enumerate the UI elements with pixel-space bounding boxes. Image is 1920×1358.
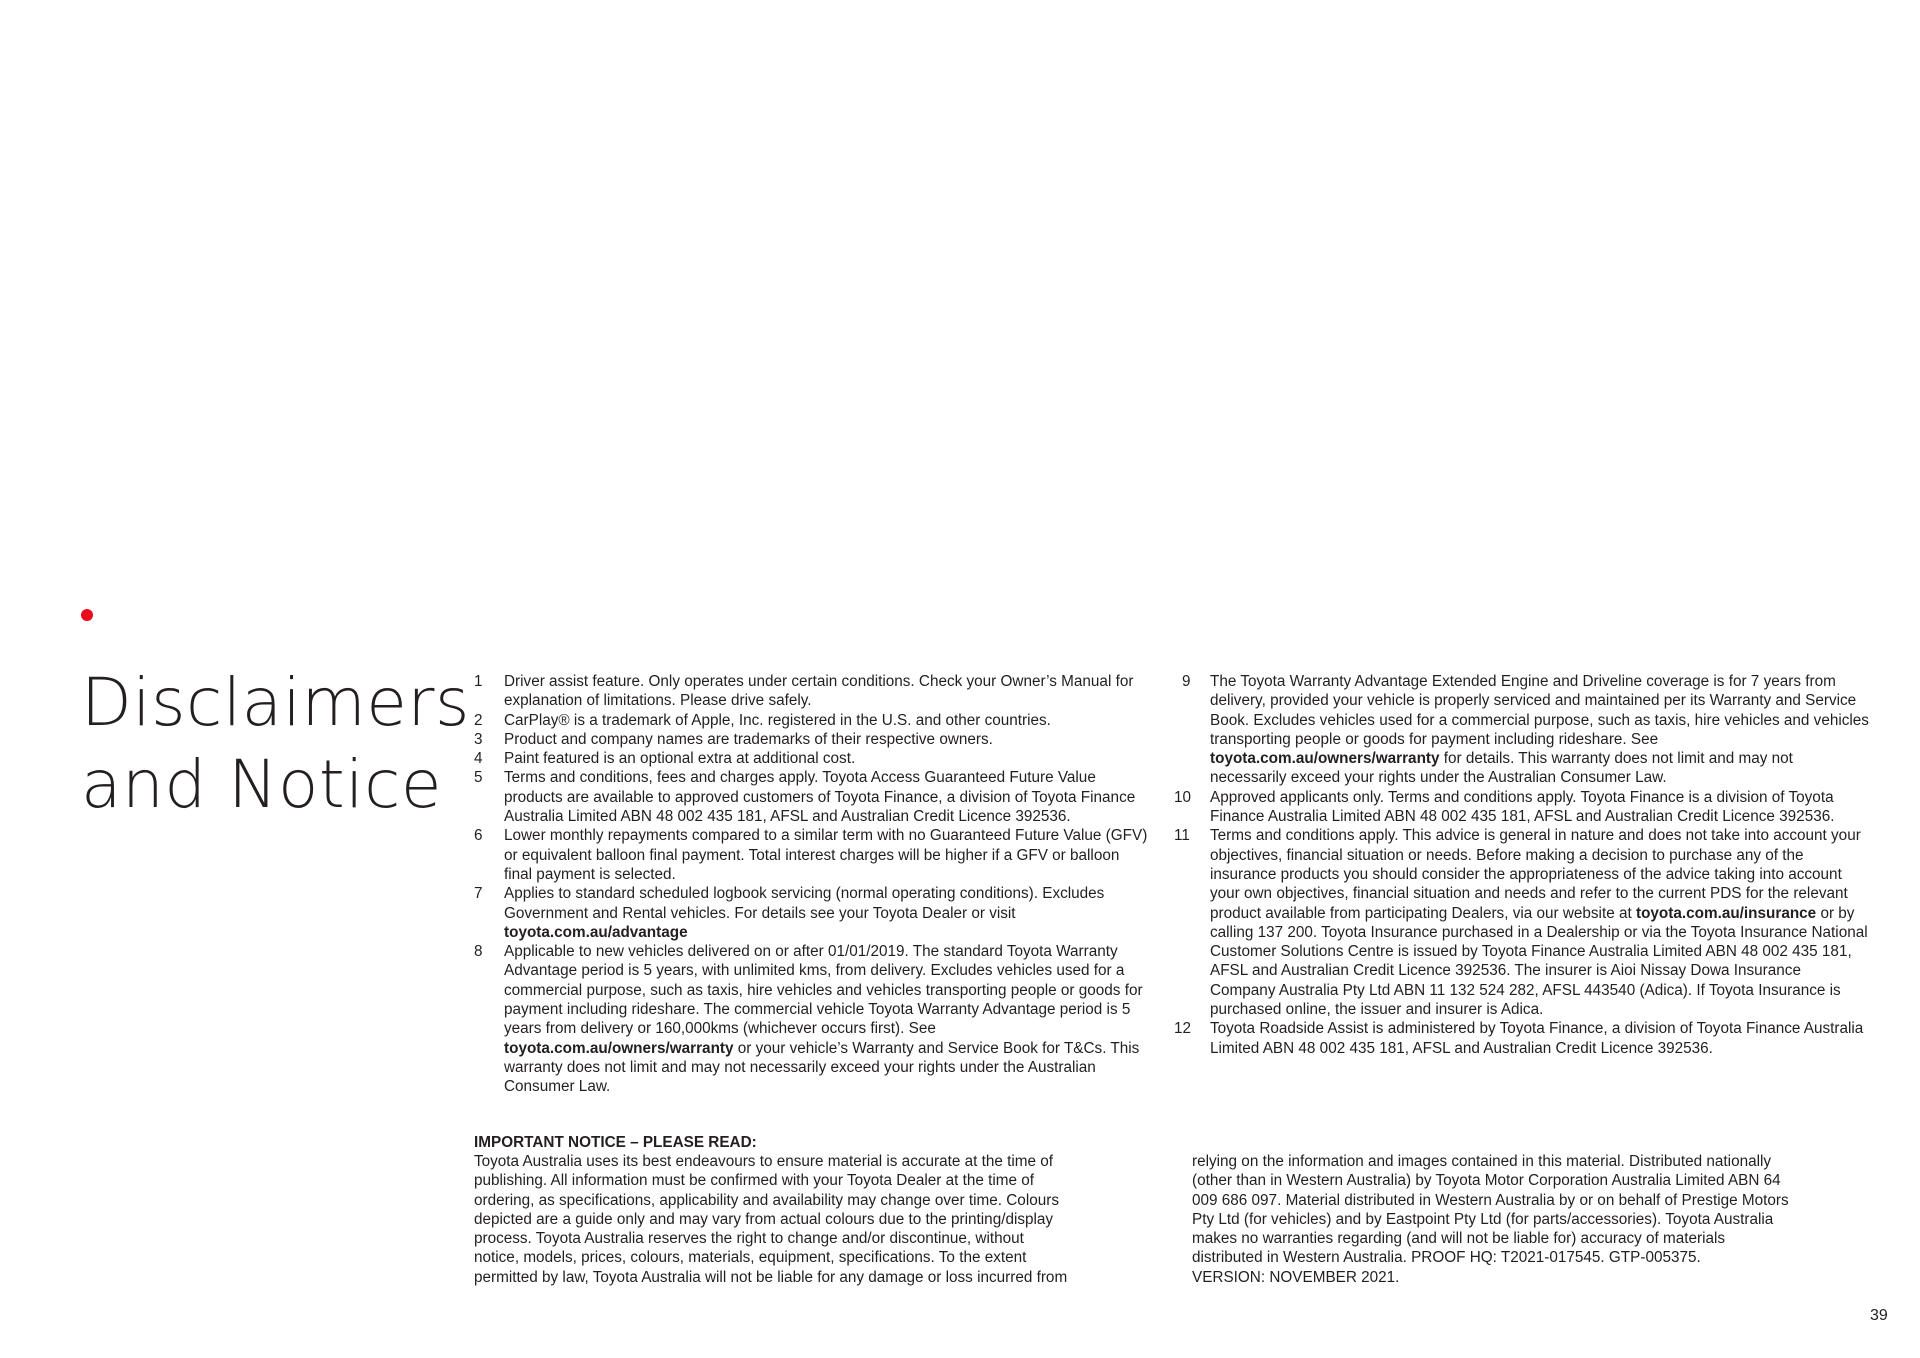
footnote-item bbox=[1174, 1019, 1870, 1058]
footnote-text: Terms and conditions apply. This advice is general in nature and does not take into account your objectives, financial situation or needs. Before making a decision to purchase any of the insurance products you should consider the appropriateness of the advice taking into account your own objectives, financial situation and needs and refer to the current PDS for the relevant product available from participating Dealers, via our website at bbox=[1210, 827, 1861, 922]
important-notice-heading: IMPORTANT NOTICE – PLEASE READ: bbox=[474, 1134, 757, 1151]
footnote-text: or your vehicle’s Warranty and Service Book for T&Cs. This warranty does not limit and may not necessarily exceed your rights under the Australian Consumer Law. bbox=[504, 1039, 1140, 1096]
footnote-number: 10 bbox=[1174, 788, 1192, 806]
accent-dot bbox=[81, 609, 93, 621]
footnote-number: 6 bbox=[474, 827, 483, 845]
footnote-text: Paint featured is an optional extra at additional cost. bbox=[504, 750, 856, 768]
footnote-text: The Toyota Warranty Advantage Extended Engine and Driveline coverage is for 7 years from delivery, provided your vehicle is properly serviced and maintained per its Warranty and Service Book. Excludes vehicles used for a commercial purpose, such as taxis, hire vehicles and vehicles transporting people or goods for payment including rideshare. See bbox=[1210, 673, 1869, 748]
important-notice-text-left: Toyota Australia uses its best endeavours to ensure material is accurate at the time of publishing. All information must be confirmed with your Toyota Dealer at the time of ordering, as specifications, applicability and availability may change over time. Colours depicted are a guide only and may vary from actual colours due to the printing/display process. Toyota Australia reserves the right to change and/or discontinue, without notice, models, prices, colours, materials, equipment, specifications. To the extent permitted by law, Toyota Australia will not be liable for any damage or loss incurred from bbox=[474, 1153, 1068, 1286]
footnote-item bbox=[474, 768, 1149, 826]
footnote-item bbox=[474, 884, 1149, 942]
footnote-link-text: toyota.com.au/advantage bbox=[504, 923, 688, 941]
page-title-line-2: and Notice bbox=[81, 746, 443, 823]
footnote-text: Terms and conditions, fees and charges apply. Toyota Access Guaranteed Future Value products are available to approved customers of Toyota Finance, a division of Toyota Finance Australia Limited ABN 48 002 435 181, AFSL and Australian Credit Licence 392536. bbox=[504, 769, 1136, 826]
footnote-number: 12 bbox=[1174, 1020, 1192, 1038]
footnote-number: 7 bbox=[474, 885, 483, 903]
footnote-item bbox=[1174, 826, 1870, 1019]
page-number: 39 bbox=[1870, 1307, 1888, 1324]
footnote-number: 3 bbox=[474, 730, 483, 748]
footnote-number: 11 bbox=[1174, 827, 1190, 845]
footnote-text: Lower monthly repayments compared to a similar term with no Guaranteed Future Value (GFV) or equivalent balloon final payment. Total interest charges will be higher if a GFV or balloon final payment is selected. bbox=[504, 827, 1148, 883]
footnote-number: 8 bbox=[474, 943, 483, 961]
footnote-text: Driver assist feature. Only operates under certain conditions. Check your Owner’s Manual for explanation of limitations. Please drive safely. bbox=[504, 673, 1134, 710]
footnote-item bbox=[474, 730, 1149, 749]
page-title bbox=[81, 662, 470, 826]
important-notice-text-right: relying on the information and images contained in this material. Distributed nationally (other than in Western Australia) by Toyota Motor Corporation Australia Limited ABN 64 009 686 097. Material distributed in Western Australia by or on behalf of Prestige Motors Pty Ltd (for vehicles) and by Eastpoint Pty Ltd (for parts/accessories). Toyota Australia makes no warranties regarding (and will not be liable for) accuracy of materials distributed in Western Australia. PROOF HQ: T2021-017545. GTP-005375. VERSION: NOVEMBER 2021. bbox=[1192, 1153, 1789, 1286]
footnote-item bbox=[474, 749, 1149, 768]
footnotes-left-column bbox=[474, 672, 1149, 1097]
footnote-text: Toyota Roadside Assist is administered by Toyota Finance, a division of Toyota Finance Australia Limited ABN 48 002 435 181, AFSL and Australian Credit Licence 392536. bbox=[1210, 1020, 1864, 1057]
footnote-text: Approved applicants only. Terms and conditions apply. Toyota Finance is a division of Toyota Finance Australia Limited ABN 48 002 435 181, AFSL and Australian Credit Licence 392536. bbox=[1210, 788, 1835, 826]
footnote-item bbox=[1174, 788, 1870, 827]
footnotes-right-column bbox=[1174, 672, 1870, 1058]
footnote-text: Applies to standard scheduled logbook servicing (normal operating conditions). Excludes Government and Rental vehicles. For details see your Toyota Dealer or visit bbox=[504, 885, 1105, 922]
footnote-link-text: toyota.com.au/insurance bbox=[1635, 904, 1817, 922]
footnote-text: or by calling 137 200. Toyota Insurance purchased in a Dealership or via the Toyota Insurance National Customer Solutions Centre is issued by Toyota Finance Australia Limited ABN 48 002 435 181, AFSL and Australian Credit Licence 392536. The insurer is Aioi Nissay Dowa Insurance Company Australia Pty Ltd ABN 11 132 524 282, AFSL 443540 (Adica). If Toyota Insurance is purchased online, the issuer and insurer is Adica. bbox=[1210, 904, 1868, 1019]
footnote-text: for details. This warranty does not limit and may not necessarily exceed your rights under the Australian Consumer Law. bbox=[1210, 750, 1793, 787]
footnote-link-text: toyota.com.au/owners/warranty bbox=[504, 1039, 734, 1057]
footnote-text: Applicable to new vehicles delivered on or after 01/01/2019. The standard Toyota Warranty Advantage period is 5 years, with unlimited kms, from delivery. Excludes vehicles used for a commercial purpose, such as taxis, hire vehicles and vehicles transporting people or goods for payment including rideshare. The commercial vehicle Toyota Warranty Advantage period is 5 years from delivery or 160,000kms (whichever occurs first). See bbox=[504, 943, 1143, 1038]
footnote-item bbox=[474, 826, 1149, 884]
footnote-number: 4 bbox=[474, 750, 483, 768]
footnote-number: 9 bbox=[1182, 673, 1191, 690]
footnote-number: 5 bbox=[474, 769, 483, 787]
footnote-item bbox=[474, 711, 1149, 730]
footnote-item bbox=[474, 672, 1149, 711]
footnote-number: 1 bbox=[474, 673, 483, 690]
footnote-item bbox=[1180, 672, 1870, 788]
footnote-link-text: toyota.com.au/owners/warranty bbox=[1210, 750, 1440, 768]
footnote-item bbox=[474, 942, 1149, 1096]
footnote-text: Product and company names are trademarks of their respective owners. bbox=[504, 730, 993, 748]
page-title-line-1: Disclaimers bbox=[81, 664, 470, 741]
footnote-text: CarPlay® is a trademark of Apple, Inc. registered in the U.S. and other countries. bbox=[504, 711, 1051, 729]
footnote-number: 2 bbox=[474, 711, 483, 729]
